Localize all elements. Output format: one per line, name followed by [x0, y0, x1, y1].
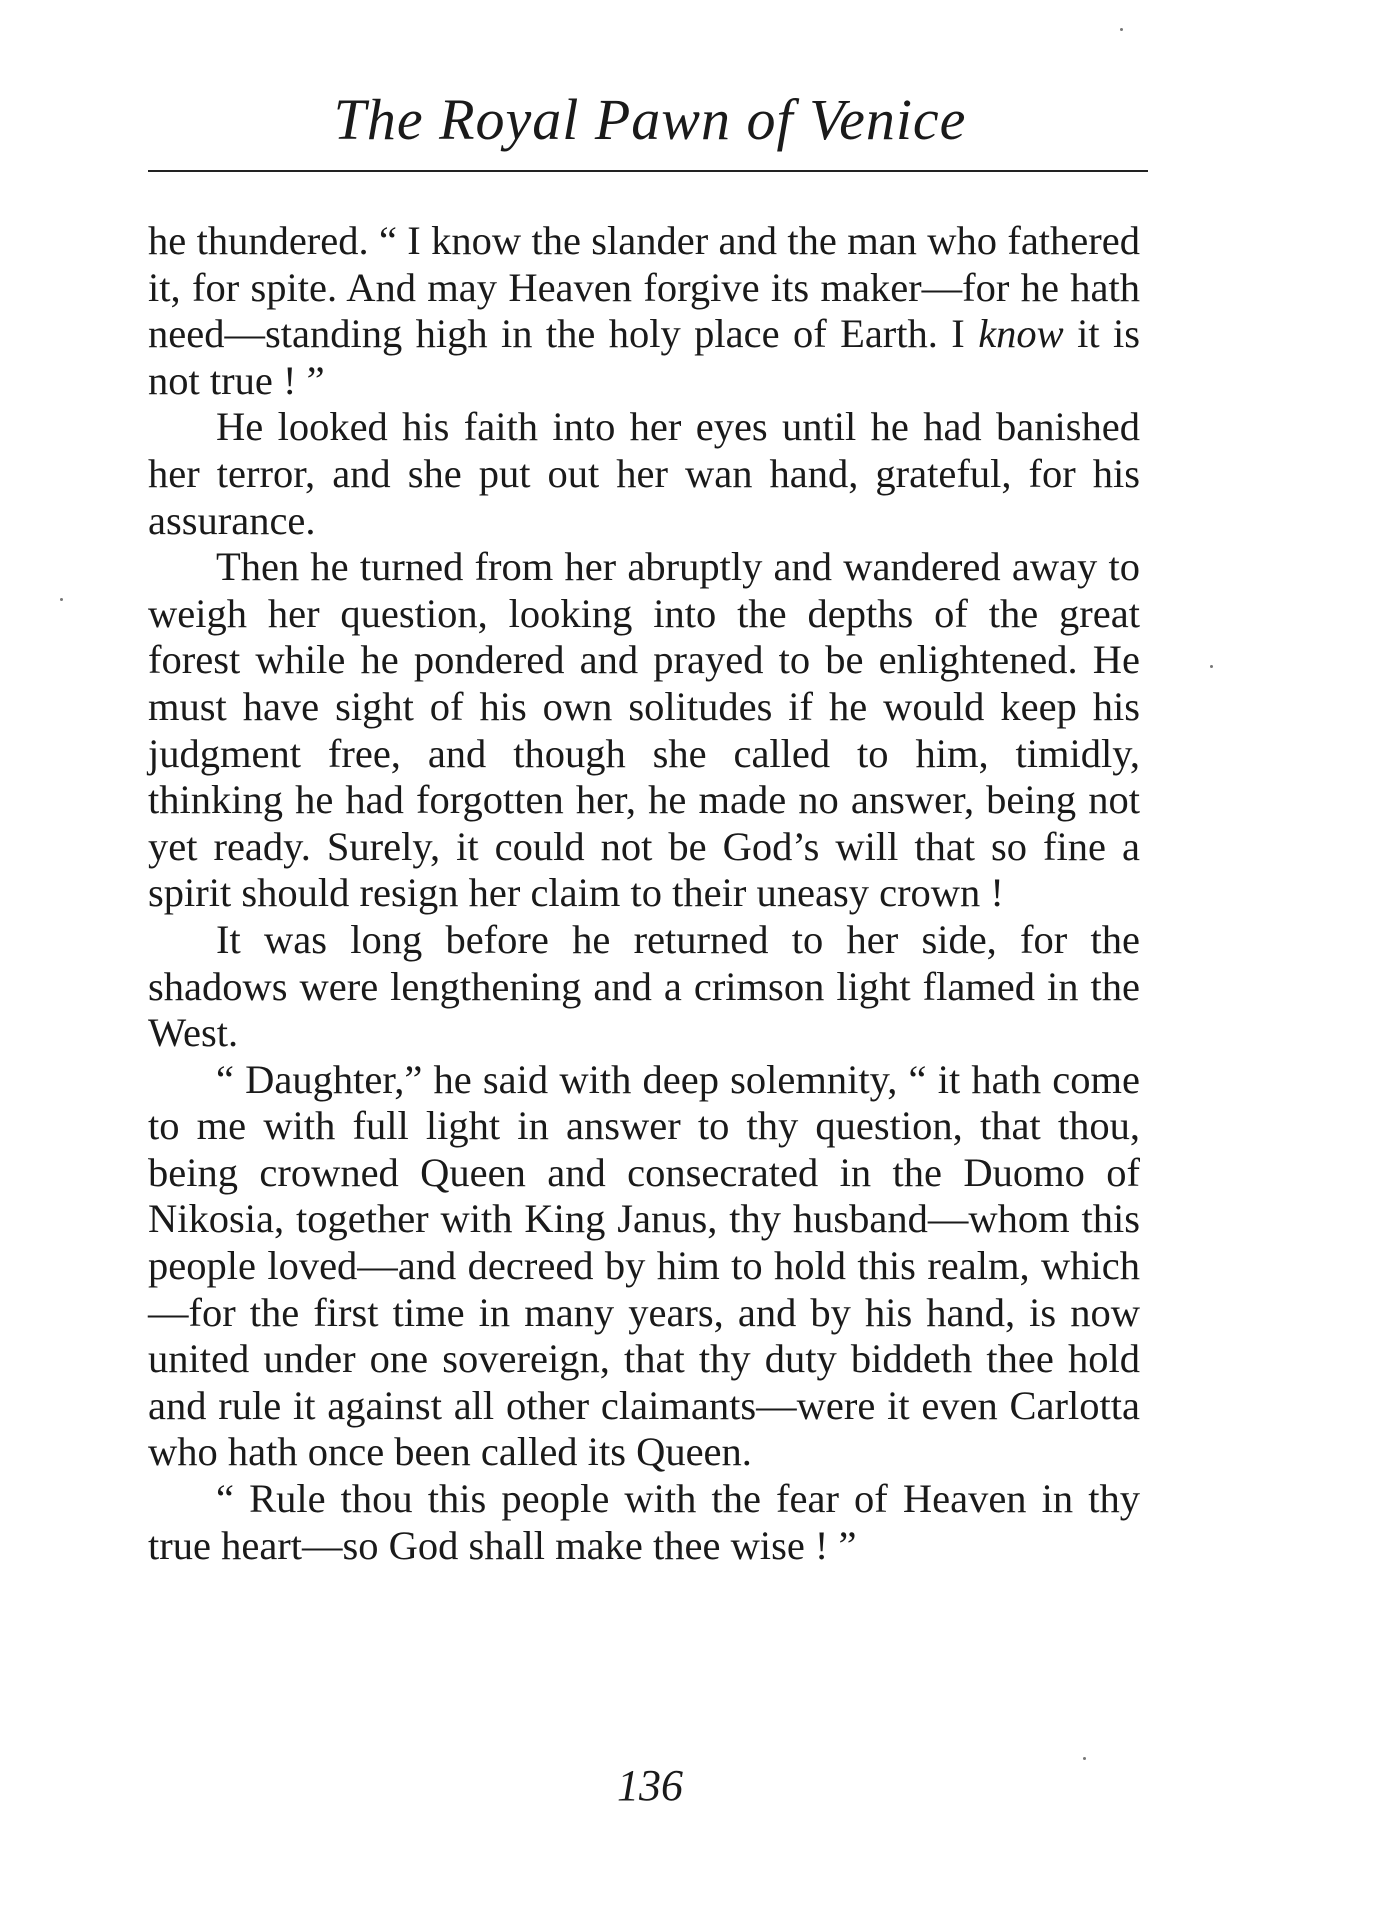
- paper-speck: [1210, 665, 1213, 668]
- paragraph-3: Then he turned from her abruptly and wandered away to weigh her question, looking into the depths of the great forest while he pondered and prayed to be enlightened. He must have sight of his own solitudes if he would keep his judgment free, and though she called to him, timidly, thinking he had forgotten her, he made no answer, being not yet ready. Surely, it could not be God’s will that so fine a spirit should resign her claim to their uneasy crown !: [148, 544, 1140, 916]
- paragraph-1: [148, 218, 1140, 404]
- paper-speck: [1083, 1757, 1086, 1760]
- emphasis-know: know: [978, 311, 1064, 357]
- paragraph-6: “ Rule thou this people with the fear of Heaven in thy true heart—so God shall make thee wise ! ”: [148, 1476, 1140, 1568]
- paragraph-1-text-a: he thundered. “ I know the slander and the man who fathered it, for spite. And may Heaven forgive its maker—for he hath need—standing high in the holy place of Earth. I: [148, 218, 1140, 357]
- body-text: [148, 218, 1140, 1569]
- paper-speck: [1120, 28, 1123, 31]
- page-number: 136: [617, 1761, 683, 1810]
- paragraph-4: It was long before he returned to her side, for the shadows were lengthening and a crimson light flamed in the West.: [148, 916, 1140, 1056]
- paragraph-5: “ Daughter,” he said with deep solemnity, “ it hath come to me with full light in answer to thy question, that thou, being crowned Queen and consecrated in the Duomo of Nikosia, together with King Janus, thy husband—whom this people loved—and decreed by him to hold this realm, which—for the first time in many years, and by his hand, is now united under one sovereign, that thy duty biddeth thee hold and rule it against all other claimants—were it even Carlotta who hath once been called its Queen.: [148, 1056, 1140, 1475]
- paper-speck: [60, 598, 63, 601]
- header-rule: [148, 170, 1148, 172]
- paragraph-1-text-b: it is not true ! ”: [148, 311, 1140, 403]
- running-title: The Royal Pawn of Venice: [333, 87, 967, 152]
- paragraph-2: He looked his faith into her eyes until he had banished her terror, and she put out her wan hand, grateful, for his assurance.: [148, 404, 1140, 543]
